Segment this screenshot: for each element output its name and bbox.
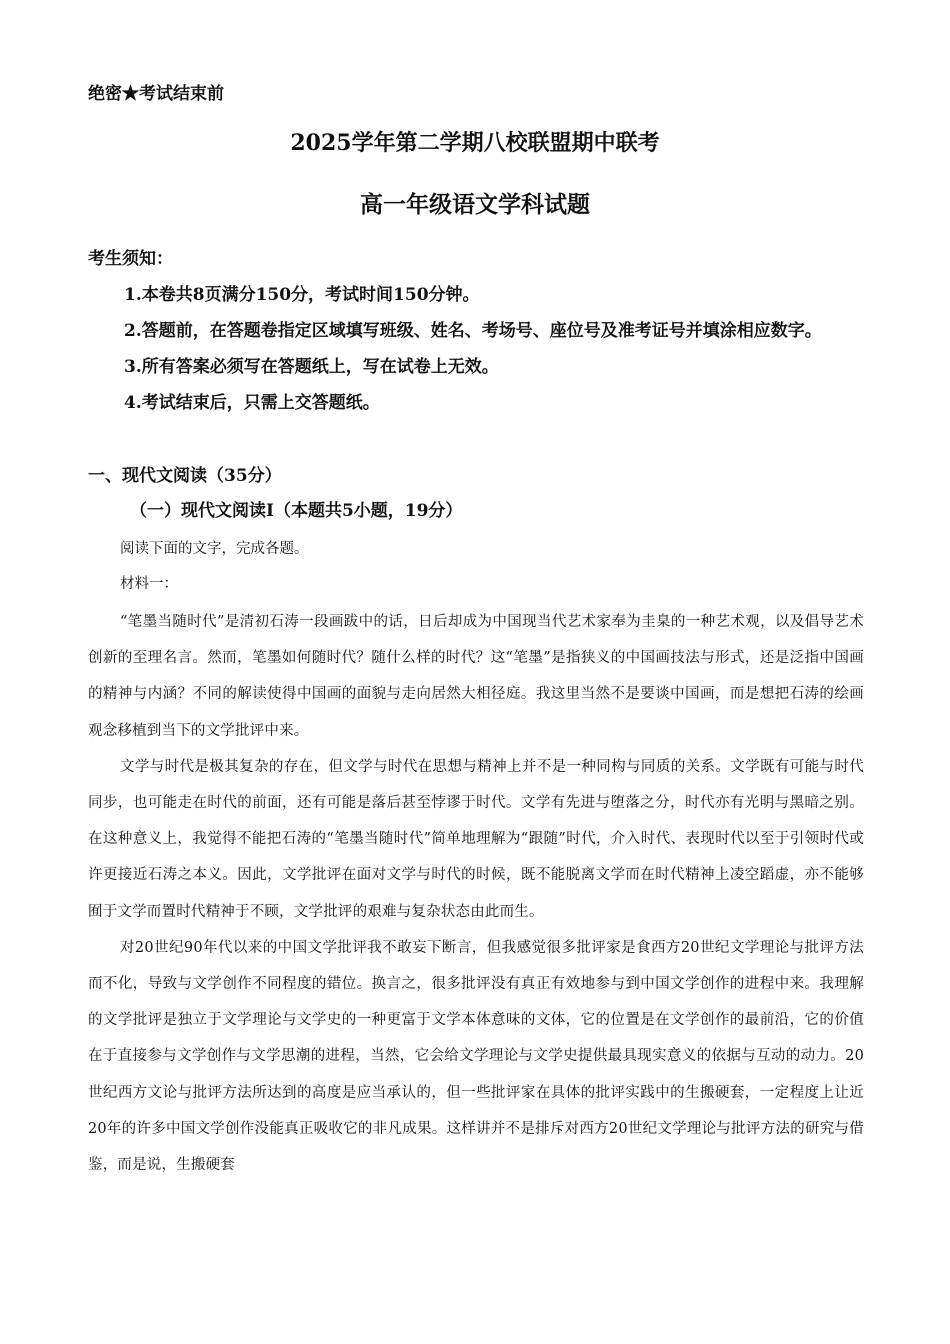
notice-heading: 考生须知： <box>88 249 173 269</box>
reading-instruction: 阅读下面的文字，完成各题。 <box>120 541 309 557</box>
notice-item: 3.所有答案必须写在答题纸上，写在试卷上无效。 <box>124 357 499 377</box>
notice-item: 4.考试结束后，只需上交答题纸。 <box>124 393 380 413</box>
passage-paragraph: 文学与时代是极其复杂的存在，但文学与时代在思想与精神上并不是一种同构与同质的关系。文学既有可能与时代同步，也可能走在时代的前面，还有可能是落后甚至悖谬于时代。文学有先进与堕落之分，时代亦有光明与黑暗之别。在这种意义上，我觉得不能把石涛的“笔墨当随时代”简单地理解为“跟随”时代，介入时代、表现时代以至于引领时代或许更接近石涛之本义。因此，文学批评在面对文学与时代的时候，既不能脱离文学而在时代精神上凌空蹈虚，亦不能够囿于文学而置时代精神于不顾，文学批评的艰难与复杂状态由此而生。 <box>88 758 864 920</box>
exam-subtitle: 高一年级语文学科试题 <box>360 191 590 218</box>
candidate-notice <box>88 241 866 421</box>
subsection-heading: （一）现代文阅读Ⅰ（本题共5小题，19分） <box>130 501 463 521</box>
passage-paragraph: 对20世纪90年代以来的中国文学批评我不敢妄下断言，但我感觉很多批评家是食西方20世纪文学理论与批评方法而不化，导致与文学创作不同程度的错位。换言之，很多批评没有真正有效地参与到中国文学创作的进程中来。我理解的文学批评是独立于文学理论与文学史的一种更富于文学本体意味的文体，它的位置是在文学创作的最前沿，它的价值在于直接参与文学创作与文学思潮的进程，当然，它会给文学理论与文学史提供最具现实意义的依据与互动的动力。20世纪西方文论与批评方法所达到的高度是应当承认的，但一些批评家在具体的批评实践中的生搬硬套，一定程度上让近20年的许多中国文学创作没能真正吸收它的非凡成果。这样讲并不是排斥对西方20世纪文学理论与批评方法的研究与借鉴，而是说，生搬硬套 <box>88 939 864 1174</box>
exam-title: 2025学年第二学期八校联盟期中联考 <box>290 130 660 156</box>
confidential-label: 绝密★考试结束前 <box>88 84 224 104</box>
section-heading: 一、现代文阅读（35分） <box>88 466 282 486</box>
passage-paragraph: “笔墨当随时代”是清初石涛一段画跋中的话，日后却成为中国现当代艺术家奉为圭臬的一种艺术观，以及倡导艺术创新的至理名言。然而，笔墨如何随时代？随什么样的时代？这“笔墨”是指狭义的中国画技法与形式，还是泛指中国画的精神与内涵？不同的解读使得中国画的面貌与走向居然大相径庭。我这里当然不是要谈中国画，而是想把石涛的绘画观念移植到当下的文学批评中来。 <box>88 614 864 739</box>
reading-passage <box>88 604 864 1183</box>
notice-item: 1.本卷共8页满分150分，考试时间150分钟。 <box>124 285 480 305</box>
material-label: 材料一： <box>120 576 178 592</box>
notice-item: 2.答题前，在答题卷指定区域填写班级、姓名、考场号、座位号及准考证号并填涂相应数字。 <box>124 321 822 341</box>
